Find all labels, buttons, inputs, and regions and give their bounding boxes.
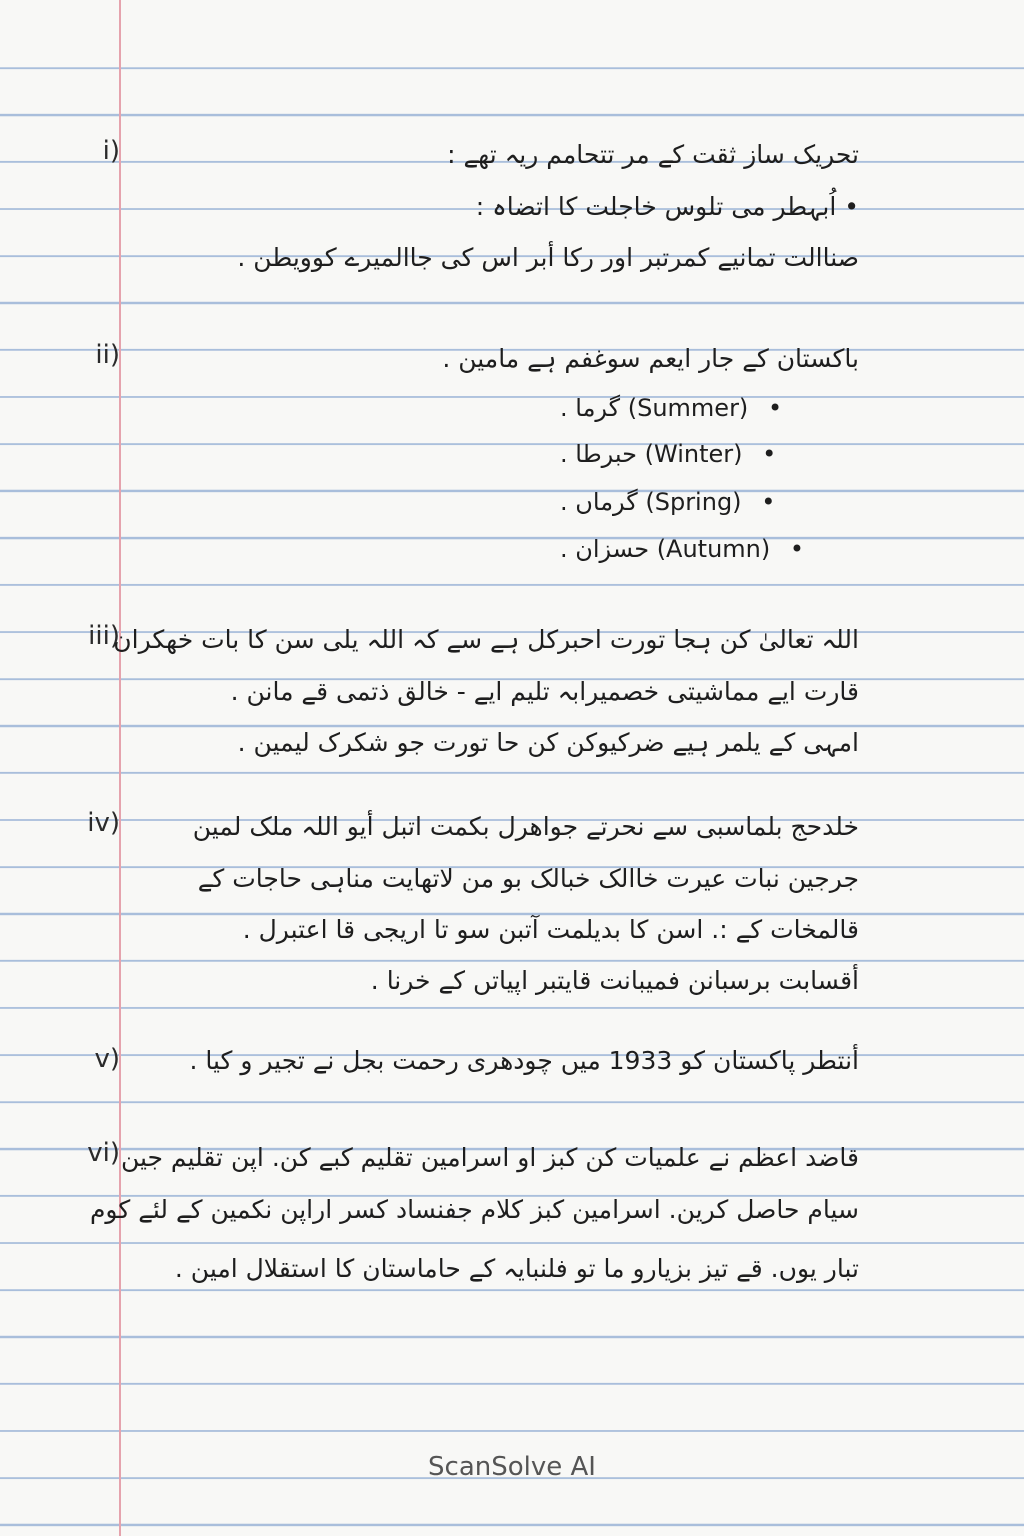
numeral-i: i) <box>102 136 120 166</box>
answer-line: قالمخات کے :. اسن کا بدیلمت آتبن سو تا اریجی قا اعتبرل . <box>242 915 859 944</box>
season-urdu: گرما . <box>560 394 621 422</box>
season-urdu: حبرطا . <box>560 440 637 468</box>
answer-line: اللہ تعالیٰ کن ہجا تورت احبرکل ہے سے کہ اللہ یلی سن کا بات خھکران <box>113 625 859 654</box>
season-item <box>560 440 860 468</box>
answer-line: جرجین نبات عیرت خاالک خبالک بو من لاتھایت مناہی حاجات کے <box>197 864 859 893</box>
season-item <box>560 488 860 516</box>
answer-line: تبار یوں. قے تیز بزیارو ما تو فلنبایہ کے حاماستان کا استقلال امین . <box>174 1254 859 1283</box>
season-urdu: حسزان . <box>560 535 650 563</box>
answer-line: سیام حاصل کرین. اسرامین کبز کلام جفنساد کسر اراپن نکمین کے لئے کوم <box>89 1195 859 1224</box>
answer-line: • اُبہطر می تلوس خاجلت کا اتضاہ : <box>475 192 859 221</box>
season-urdu: گرماں . <box>560 488 638 516</box>
answer-line: أنتطر پاکستان کو 1933 میں چودھری رحمت بجل نے تجیر و کیا . <box>189 1046 859 1075</box>
season-item <box>560 535 860 563</box>
season-english: (Autumn) <box>656 535 771 563</box>
numeral-iii: iii) <box>88 621 120 651</box>
numeral-v: v) <box>94 1044 120 1074</box>
bullet-icon: • <box>761 488 776 516</box>
answer-line: امہی کے یلمر ہیے ضرکیوکن کن حا تورت جو شکرک لیمین . <box>237 728 859 757</box>
answer-line: خلدحج بلماسبی سے نحرتے جواھرل بکمت اتبل أیو اللہ ملک لمین <box>192 812 859 841</box>
season-english: (Spring) <box>645 488 742 516</box>
numeral-iv: iv) <box>87 808 120 838</box>
answer-line: قاضد اعظم نے علمیات کن کبز او اسرامین تقلیم کبے کن. اپن تقلیم جین <box>120 1143 859 1172</box>
section-heading: باکستان کے جار ایعم سوغفم ہے مامین . <box>442 344 859 373</box>
answer-line: أقسابت برسبانن فمیبانت قایتبر اپیاتں کے خرنا . <box>370 966 859 995</box>
season-item <box>560 394 860 422</box>
bullet-icon: • <box>762 440 777 468</box>
numeral-vi: vi) <box>87 1138 120 1168</box>
season-english: (Winter) <box>644 440 743 468</box>
answer-line: تحریک ساز ثقت کے مر تتحامم ریہ تھے : <box>447 140 859 169</box>
bullet-icon: • <box>767 394 783 422</box>
answer-line: قارت ایے مماشیتی خصمیرابہ تلیم ایے - خالق ذتمی قے مانن . <box>230 677 859 706</box>
answer-line: صناالت تمانیے کمرتبر اور رکا أبر اس کی جاالمیرے کوویطن . <box>237 243 859 272</box>
margin-line <box>119 0 121 1536</box>
season-english: (Summer) <box>627 394 749 422</box>
watermark-footer: ScanSolve AI <box>428 1452 596 1482</box>
bullet-icon: • <box>789 535 805 563</box>
numeral-ii: ii) <box>95 340 120 370</box>
